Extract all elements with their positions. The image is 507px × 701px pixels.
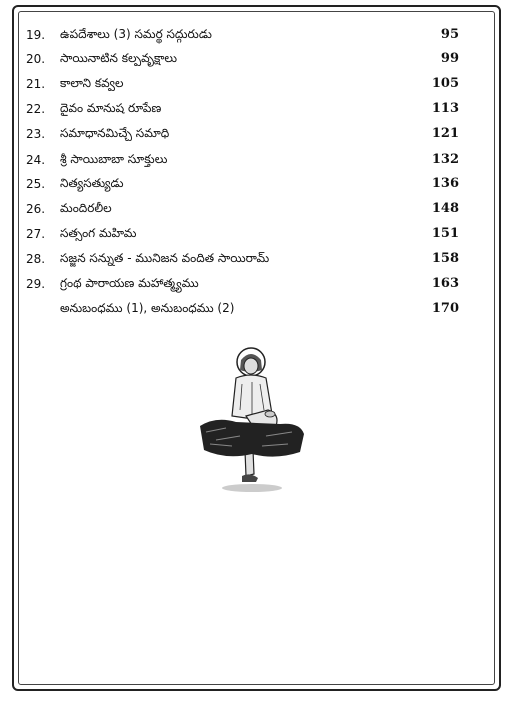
toc-page: 121 bbox=[431, 126, 459, 141]
toc-title: నిత్యసత్యుడు bbox=[60, 176, 124, 190]
toc-page: 148 bbox=[431, 201, 459, 216]
toc-row bbox=[0, 198, 507, 222]
toc-title: సజ్జన సన్నుత - మునిజన వందిత సాయిరామ్ bbox=[60, 251, 270, 265]
toc-row bbox=[0, 273, 507, 297]
seated-sai-baba-illustration bbox=[196, 344, 308, 496]
toc-number: 19. bbox=[26, 28, 46, 42]
toc-number: 25. bbox=[26, 177, 46, 191]
toc-page: 151 bbox=[431, 226, 459, 241]
toc-number: 29. bbox=[26, 277, 46, 291]
toc-row bbox=[0, 248, 507, 272]
toc-number: 24. bbox=[26, 153, 46, 167]
toc-number: 22. bbox=[26, 102, 46, 116]
toc-number: 26. bbox=[26, 202, 46, 216]
toc-title: ఉపదేశాలు (3) సమర్థ సద్గురుడు bbox=[60, 27, 212, 41]
toc-title: గ్రంథ పారాయణ మహాత్మ్యము bbox=[60, 276, 199, 290]
toc-row bbox=[0, 98, 507, 122]
toc-page: 163 bbox=[431, 276, 459, 291]
toc-row bbox=[0, 48, 507, 72]
toc-number: 27. bbox=[26, 227, 46, 241]
toc-number: 20. bbox=[26, 52, 46, 66]
toc-row bbox=[0, 149, 507, 173]
toc-row bbox=[0, 298, 507, 322]
toc-title: సత్సంగ మహిమ bbox=[60, 226, 137, 240]
toc-number: 28. bbox=[26, 252, 46, 266]
toc-page: 170 bbox=[431, 301, 459, 316]
toc-page: 99 bbox=[440, 51, 459, 66]
toc-title: సమాధానమిచ్చే సమాధి bbox=[60, 126, 170, 140]
toc-title: శ్రీ సాయిబాబా సూక్తులు bbox=[60, 152, 168, 166]
toc-page: 113 bbox=[431, 101, 459, 116]
toc-number: 23. bbox=[26, 127, 46, 141]
toc-page: 132 bbox=[431, 152, 459, 167]
toc-title: దైవం మానుష రూపేణ bbox=[60, 101, 162, 115]
toc-title: అనుబంధము (1), అనుబంధము (2) bbox=[60, 301, 235, 315]
toc-title: సాయినాటిన కల్పవృక్షాలు bbox=[60, 51, 178, 65]
toc-page: 95 bbox=[440, 27, 459, 42]
toc-row bbox=[0, 73, 507, 97]
toc-title: మందిరలీల bbox=[60, 201, 112, 215]
toc-row bbox=[0, 123, 507, 147]
toc-page: 136 bbox=[431, 176, 459, 191]
toc-page: 105 bbox=[431, 76, 459, 91]
toc-row bbox=[0, 223, 507, 247]
toc-title: కాలాని కవ్వల bbox=[60, 76, 124, 90]
illustration-graphic bbox=[196, 344, 308, 496]
toc-page: 158 bbox=[431, 251, 459, 266]
toc-row bbox=[0, 173, 507, 197]
toc-number: 21. bbox=[26, 77, 46, 91]
toc-row bbox=[0, 24, 507, 48]
